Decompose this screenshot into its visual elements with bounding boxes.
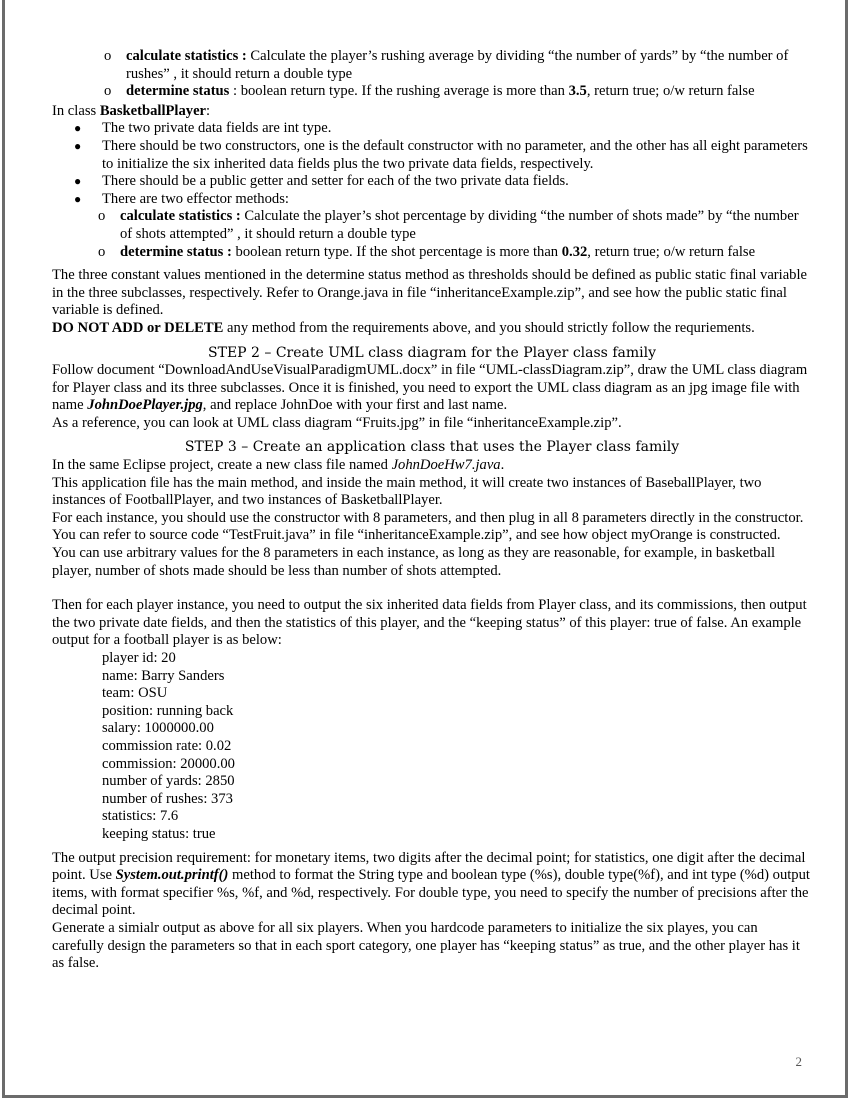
output-line: team: OSU bbox=[102, 685, 168, 702]
final-paragraph: Generate a simialr output as above for all six players. When you hardcode parameters to initialize the six playes, you can carefully design the parameters so that in each sport category, one player has “keeping status” as true, and the other player has it as false. bbox=[52, 919, 800, 972]
output-line: number of rushes: 373 bbox=[102, 790, 233, 807]
output-line: salary: 1000000.00 bbox=[102, 720, 214, 737]
list-item: ● There should be a public getter and setter for each of the two private data fields. bbox=[74, 173, 569, 190]
list-item: ● The two private data fields are int type. bbox=[74, 120, 332, 137]
step3-paragraph: Then for each player instance, you need to output the six inherited data fields from Player class, and its commissions, then output the two private date fields, and then the statistics of this player, and the “keeping status” of this player: true of false. An example output for a football player is as below: bbox=[52, 597, 807, 649]
step3-heading: STEP 3 – Create an application class that uses the Player class family bbox=[184, 439, 680, 456]
output-line: player id: 20 bbox=[102, 650, 176, 666]
example-output bbox=[52, 650, 812, 844]
step3-paragraph: This application file has the main method, and inside the main method, it will create two instances of BaseballPlayer, two instances of FootballPlayer, and two instances of BasketballPlayer. bbox=[52, 474, 762, 509]
list-item: o determine status : boolean return type. If the rushing average is more than 3.5, return true; o/w return false bbox=[104, 83, 755, 100]
list-item: o calculate statistics : Calculate the player’s rushing average by dividing “the number of yards” by “the number of rushes” , it should return a double type bbox=[104, 48, 789, 82]
step2-reference: As a reference, you can look at UML class diagram “Fruits.jpg” in file “inheritanceExample.zip”. bbox=[52, 414, 622, 431]
bullet-icon: ● bbox=[74, 191, 82, 206]
output-line: name: Barry Sanders bbox=[102, 667, 225, 684]
constants-paragraph: The three constant values mentioned in the determine status method as thresholds should be defined as public static final variable in the three subclasses, respectively. Refer to Orange.java in file “inheritanceExample.zip”, and see how the public static final variable is defined. bbox=[52, 267, 808, 319]
list-item: o calculate statistics : Calculate the player’s shot percentage by dividing “the number of shots made” by “the number of shots attempted” , it should return a double type bbox=[98, 208, 799, 242]
warning-paragraph: DO NOT ADD or DELETE any method from the requirements above, and you should strictly follow the requriements. bbox=[52, 319, 755, 336]
list-item: o determine status : boolean return type. If the shot percentage is more than 0.32, return true; o/w return false bbox=[98, 243, 756, 260]
output-line: keeping status: true bbox=[102, 825, 216, 842]
circle-bullet-icon: o bbox=[98, 243, 106, 260]
document-body bbox=[52, 48, 812, 973]
list-item: ● There are two effector methods: bbox=[74, 190, 289, 207]
output-line: commission: 20000.00 bbox=[102, 755, 235, 772]
bullet-icon: ● bbox=[74, 138, 82, 153]
precision-paragraph: The output precision requirement: for monetary items, two digits after the decimal point; for statistics, one digit after the decimal point. Use System.out.printf() method to format the String type and boolean type (%s), double type(%f), and int type (%d) output items, with format specifier %s, %f, and %d, respectively. For double type, you need to specify the number of precisions after the decimal point. bbox=[52, 849, 810, 919]
list-item: ● There should be two constructors, one is the default constructor with no parameter, and the other has all eight parameters to initialize the six inherited data fields plus the two private data fields, respectively. bbox=[74, 137, 808, 172]
output-line: position: running back bbox=[102, 702, 234, 719]
output-line: statistics: 7.6 bbox=[102, 808, 179, 825]
section-intro: In class BasketballPlayer: bbox=[52, 102, 211, 119]
step3-paragraph: For each instance, you should use the constructor with 8 parameters, and then plug in all 8 parameters directly in the constructor. You can refer to source code “TestFruit.java” in file “inheritanceExample.zip”, and see how object myOrange is constructed. bbox=[52, 509, 804, 544]
step3-paragraph: In the same Eclipse project, create a new class file named JohnDoeHw7.java. bbox=[52, 457, 505, 474]
bullet-icon: ● bbox=[74, 174, 82, 189]
output-line: number of yards: 2850 bbox=[102, 773, 235, 790]
bullet-icon: ● bbox=[74, 121, 82, 136]
circle-bullet-icon: o bbox=[104, 83, 112, 100]
page-number: 2 bbox=[795, 1054, 802, 1069]
output-line: commission rate: 0.02 bbox=[102, 737, 232, 754]
step2-paragraph: Follow document “DownloadAndUseVisualParadigmUML.docx” in file “UML-classDiagram.zip”, draw the UML class diagram for Player class and its three subclasses. Once it is finished, you need to export the UML class diagram as an jpg image file with name JohnDoePlayer.jpg, and replace JohnDoe with your first and last name. bbox=[52, 362, 808, 414]
circle-bullet-icon: o bbox=[104, 48, 112, 64]
circle-bullet-icon: o bbox=[98, 208, 106, 225]
step3-paragraph: You can use arbitrary values for the 8 parameters in each instance, as long as they are reasonable, for example, in basketball player, number of shots made should be less than number of shots attempted. bbox=[52, 545, 776, 579]
step2-heading: STEP 2 – Create UML class diagram for the Player class family bbox=[208, 344, 656, 361]
